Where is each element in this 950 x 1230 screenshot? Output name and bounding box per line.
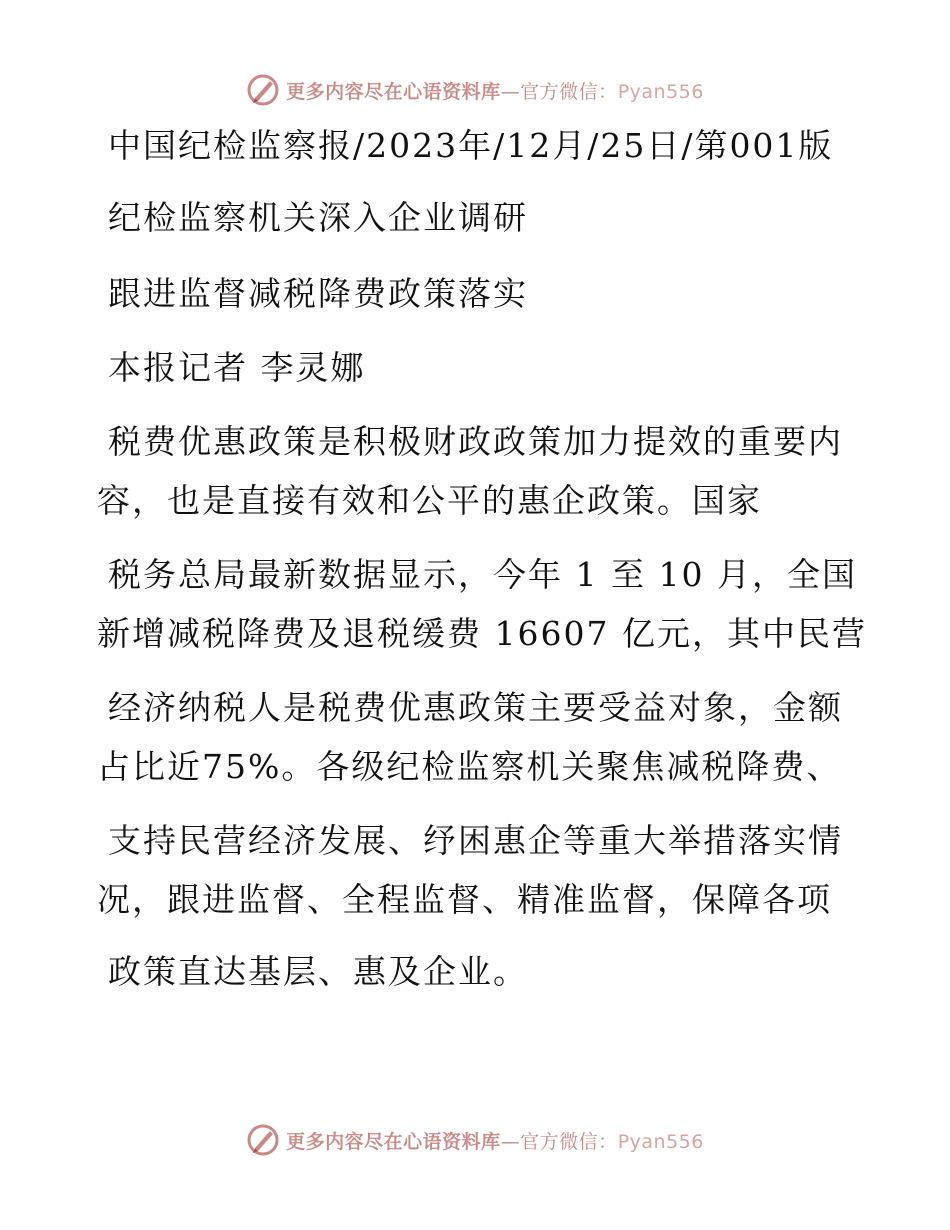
watermark-wechat: Pyan556 (617, 1130, 704, 1153)
pen-logo-icon (246, 73, 280, 107)
pen-logo-icon (246, 1123, 280, 1157)
dateline: 中国纪检监察报/2023年/12月/25日/第001版 (108, 126, 834, 165)
body-line: 新增减税降费及退税缓费 16607 亿元，其中民营 (97, 614, 867, 653)
watermark-footer (0, 1120, 950, 1160)
watermark-wechat: Pyan556 (617, 80, 704, 103)
body-line: 政策直达基层、惠及企业。 (108, 952, 528, 991)
watermark-text (286, 1127, 704, 1154)
watermark-site: 更多内容尽在心语资料库 (286, 1130, 501, 1153)
watermark-site: 更多内容尽在心语资料库 (286, 80, 501, 103)
watermark-text (286, 77, 704, 104)
watermark-separator: — (500, 80, 521, 103)
headline-2: 跟进监督减税降费政策落实 (108, 274, 528, 313)
watermark-header (0, 70, 950, 110)
body-line: 容，也是直接有效和公平的惠企政策。国家 (97, 481, 762, 520)
body-line: 况，跟进监督、全程监督、精准监督，保障各项 (97, 880, 832, 919)
body-line: 税务总局最新数据显示，今年 1 至 10 月，全国 (108, 555, 857, 594)
watermark-label: 官方微信： (520, 1130, 618, 1153)
byline: 本报记者 李灵娜 (108, 348, 366, 387)
watermark-separator: — (500, 1130, 521, 1153)
body-line: 支持民营经济发展、纾困惠企等重大举措落实情 (108, 821, 843, 860)
body-line: 经济纳税人是税费优惠政策主要受益对象，金额 (108, 688, 843, 727)
body-line: 占比近75%。各级纪检监察机关聚焦减税降费、 (97, 747, 842, 786)
headline-1: 纪检监察机关深入企业调研 (108, 198, 528, 237)
body-line: 税费优惠政策是积极财政政策加力提效的重要内 (108, 422, 843, 461)
watermark-label: 官方微信： (520, 80, 618, 103)
